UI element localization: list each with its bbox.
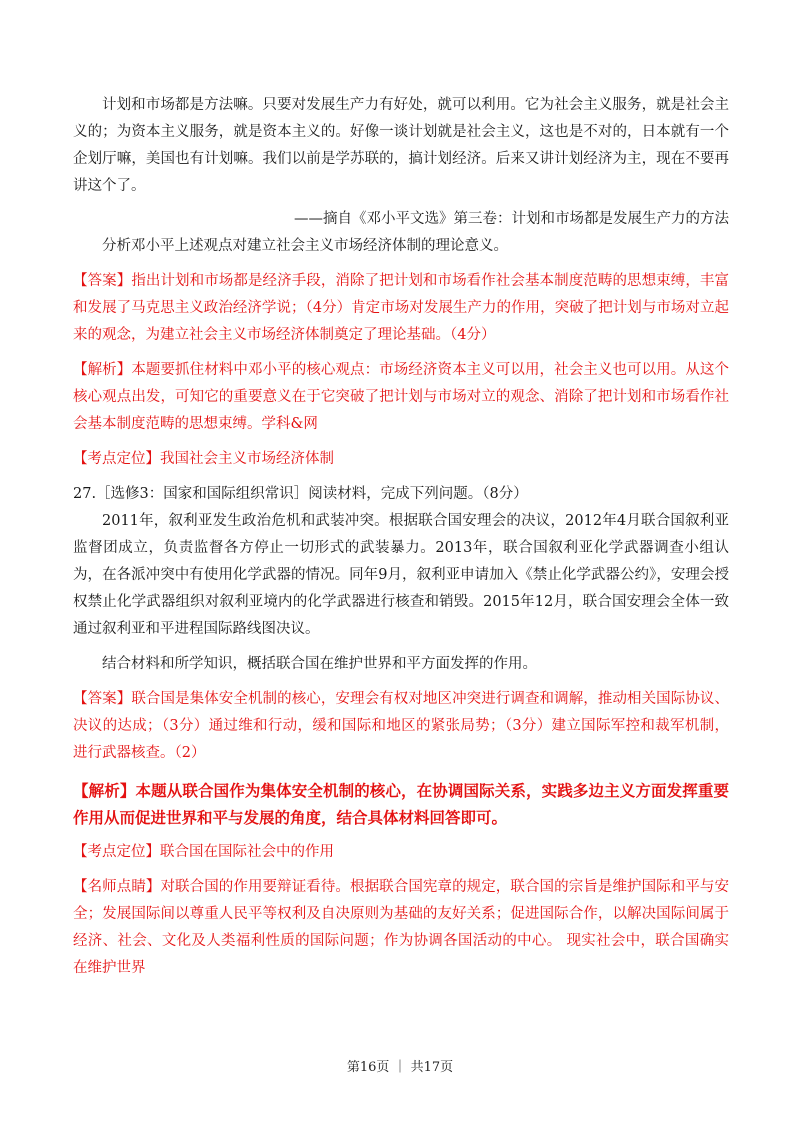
q27-heading: 27.［选修3：国家和国际组织常识］阅读材料，完成下列问题。（8分）	[73, 486, 528, 502]
page-footer: 第16页 ｜ 共17页	[346, 1060, 454, 1075]
q27-analysis: 【解析】本题从联合国作为集体安全机制的核心，在协调国际关系，实践多边主义方面发挥重要作用从而促进世界和平与发展的角度，结合具体材料回答即可。	[73, 781, 729, 827]
q26-source: ——摘自《邓小平文选》第三卷：计划和市场都是发展生产力的方法	[294, 211, 729, 227]
q27-answer: 【答案】联合国是集体安全机制的核心，安理会有权对地区冲突进行调查和调解，推动相关国际协议、决议的达成；（3分）通过维和行动，缓和国际和地区的紧张局势；（3分）建立国际军控和裁军机制，进行武器核查。（2）	[73, 691, 729, 761]
q27-material: 2011年，叙利亚发生政治危机和武装冲突。根据联合国安理会的决议，2012年4月联合国叙利亚监督团成立，负责监督各方停止一切形式的武装暴力。2013年，联合国叙利亚化学武器调查小组认为，在各派冲突中有使用化学武器的情况。同年9月，叙利亚申请加入《禁止化学武器公约》，安理会授权禁止化学武器组织对叙利亚境内的化学武器进行核查和销毁。2015年12月，联合国安理会全体一致通过叙利亚和平进程国际路线图决议。	[73, 513, 729, 637]
q26-analysis: 【解析】本题要抓住材料中邓小平的核心观点：市场经济资本主义可以用，社会主义也可以用。从这个核心观点出发，可知它的重要意义在于它突破了把计划与市场对立的观念、消除了把计划和市场看作社会基本制度范畴的思想束缚。学科&网	[73, 362, 729, 432]
q26-quote: 计划和市场都是方法嘛。只要对发展生产力有好处，就可以利用。它为社会主义服务，就是社会主义的；为资本主义服务，就是资本主义的。好像一谈计划就是社会主义，这也是不对的，日本就有一个企划厅嘛，美国也有计划嘛。我们以前是学苏联的，搞计划经济。后来又讲计划经济为主，现在不要再讲这个了。	[73, 97, 729, 194]
q26-point: 【考点定位】我国社会主义市场经济体制	[73, 451, 334, 467]
q27-question: 结合材料和所学知识，概括联合国在维护世界和平方面发挥的作用。	[102, 656, 537, 672]
q27-teacher-note: 【名师点睛】对联合国的作用要辩证看待。根据联合国宪章的规定，联合国的宗旨是维护国际和平与安全；发展国际间以尊重人民平等权利及自决原则为基础的友好关系；促进国际合作，以解决国际间属于经济、社会、文化及人类福利性质的国际问题；作为协调各国活动的中心。 现实社会中，联合国确实在维护世界	[73, 879, 729, 976]
document-page	[73, 92, 729, 982]
q26-answer: 【答案】指出计划和市场都是经济手段，消除了把计划和市场看作社会基本制度范畴的思想束缚，丰富和发展了马克思主义政治经济学说；（4分）肯定市场对发展生产力的作用，突破了把计划与市场对立起来的观念，为建立社会主义市场经济体制奠定了理论基础。（4分）	[73, 273, 729, 343]
q27-point: 【考点定位】联合国在国际社会中的作用	[73, 844, 334, 860]
q26-question: 分析邓小平上述观点对建立社会主义市场经济体制的理论意义。	[102, 238, 508, 254]
